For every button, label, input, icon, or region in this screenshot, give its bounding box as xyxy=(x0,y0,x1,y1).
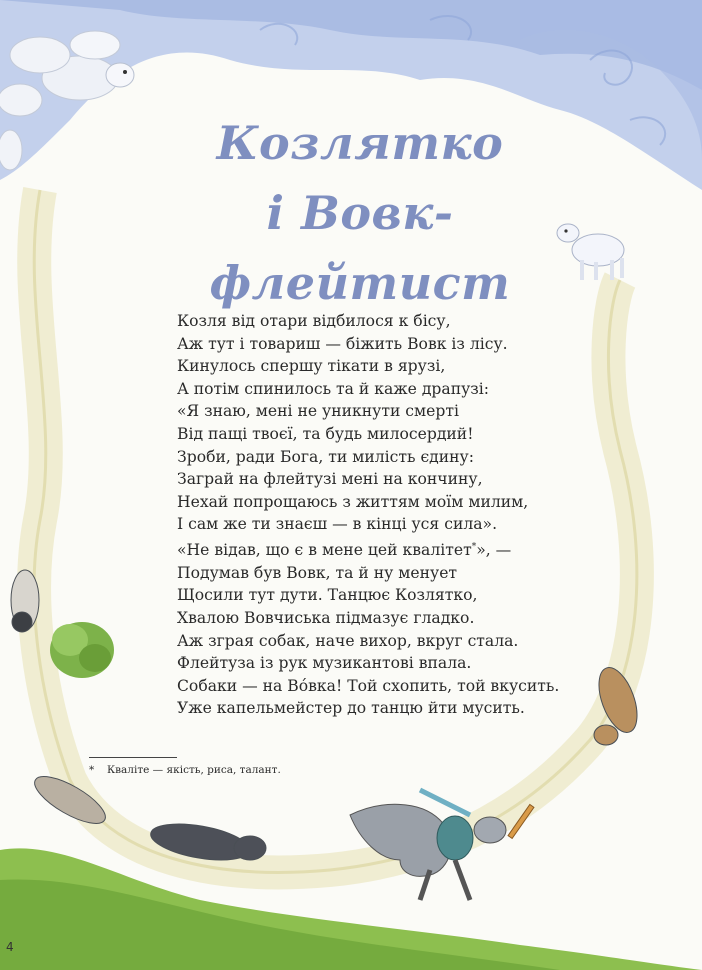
title-line-2: і Вовк-флейтист xyxy=(209,186,511,310)
footnote-ref[interactable]: * xyxy=(471,541,477,552)
poem-line: А потім спинилось та й каже драпузі: xyxy=(177,379,490,398)
green-bush xyxy=(50,622,114,678)
poem-line-footnoted xyxy=(177,536,577,562)
poem-line-word-end: т xyxy=(463,541,472,560)
poem-line: Зроби, ради Бога, ти милість єдину: xyxy=(177,447,474,466)
footnote xyxy=(89,764,281,776)
poem-text xyxy=(177,310,577,720)
poem-line: Флейтуза із рук музикантові впала. xyxy=(177,654,472,673)
poem-line: Щосили тут дути. Танцює Козлятко, xyxy=(177,586,478,605)
page-number: 4 xyxy=(6,940,14,954)
poem-line: Нехай попрощаюсь з життям моїм милим, xyxy=(177,492,529,511)
poem-line: Аж тут і товариш — біжить Вовк із лісу. xyxy=(177,334,508,353)
poem-line: Уже капельмейстер до танцю йти мусить. xyxy=(177,699,525,718)
poem-line: Кинулось спершу тікати в ярузі, xyxy=(177,357,446,376)
footnote-divider xyxy=(89,757,177,758)
poem-line: І сам же ти знаєш — в кінці уся сила». xyxy=(177,515,498,534)
footnote-mark: * xyxy=(89,764,95,776)
poem-line: Аж зграя собак, наче вихор, вкруг стала. xyxy=(177,631,519,650)
poem-line: Подумав був Вовк, та й ну менует xyxy=(177,563,458,582)
poem-line: Козля від отари відбилося к бісу, xyxy=(177,312,451,330)
poem-line-start: «Не відав, що є в мене цей кваліте xyxy=(177,541,464,560)
poem-line: «Я знаю, мені не уникнути смерті xyxy=(177,402,459,421)
footnote-text: Кваліте — якість, риса, талант. xyxy=(107,764,281,776)
poem-line: Заграй на флейтузі мені на кончину, xyxy=(177,470,483,489)
title-line-1: Козлятко xyxy=(216,116,504,170)
poem-line: Хвалою Вовчиська підмазує гладко. xyxy=(177,608,475,627)
poem-line: Собаки — на Во́вка! Той схопить, той вкусить. xyxy=(177,676,560,695)
page-title xyxy=(150,108,570,318)
poem-line-end: », — xyxy=(476,541,512,560)
poem-line: Від пащі твоєї, та будь милосердий! xyxy=(177,424,474,443)
